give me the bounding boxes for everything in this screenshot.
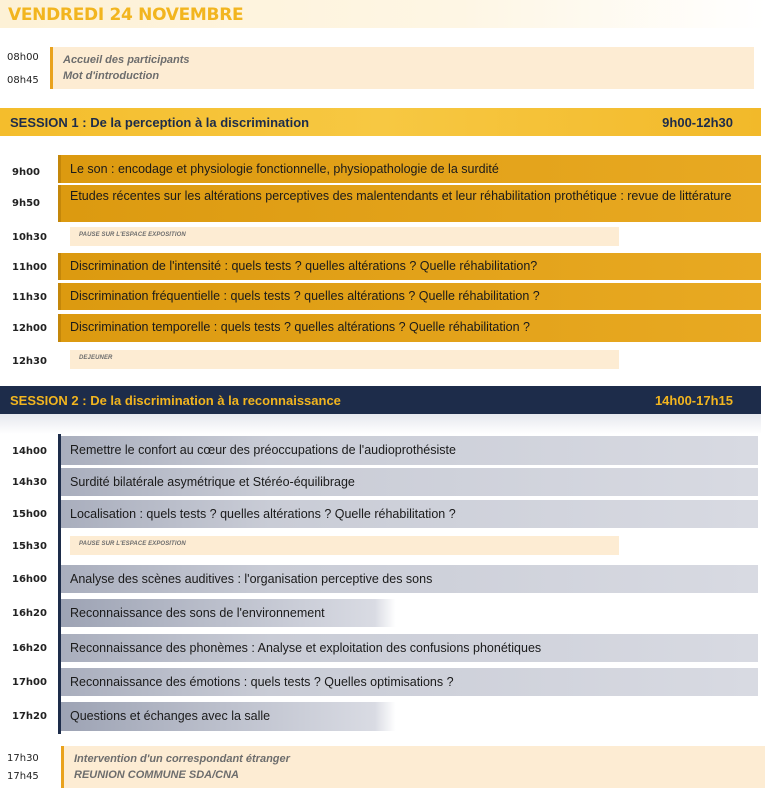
item-text: Reconnaissance des phonèmes : Analyse et exploitation des confusions phonétiques	[70, 641, 542, 655]
session1-item	[58, 283, 761, 310]
intro-box	[50, 47, 754, 89]
session2-item	[58, 468, 758, 496]
intro-line: Accueil des participants	[63, 54, 190, 66]
time-label: 08h45	[7, 75, 39, 86]
time-label: 11h30	[12, 292, 47, 303]
session1-item	[58, 253, 761, 280]
session2-shadow	[0, 414, 761, 434]
intro-line: Mot d'introduction	[63, 70, 160, 82]
time-label: 17h30	[7, 753, 39, 764]
time-label: 16h20	[12, 643, 47, 654]
time-label: 11h00	[12, 262, 47, 273]
item-text: Reconnaissance des sons de l'environnement	[70, 606, 325, 620]
outro-line: Intervention d'un correspondant étranger	[74, 753, 290, 765]
pause-box	[70, 227, 619, 246]
item-text: Analyse des scènes auditives : l'organisation perceptive des sons	[70, 572, 433, 586]
session1-item	[58, 185, 761, 222]
day-title: VENDREDI 24 NOVEMBRE	[8, 5, 244, 25]
time-label: 14h30	[12, 477, 47, 488]
session2-item	[58, 436, 758, 465]
item-text: Surdité bilatérale asymétrique et Stéréo-équilibrage	[70, 475, 355, 489]
time-label: 14h00	[12, 446, 47, 457]
pause-box	[70, 536, 619, 555]
item-text: Reconnaissance des émotions : quels tests ? Quelles optimisations ?	[70, 675, 454, 689]
item-text: Etudes récentes sur les altérations perceptives des malentendants et leur réhabilitation prothétique : revue de littérature	[70, 189, 732, 203]
item-text: Discrimination fréquentielle : quels tests ? quelles altérations ? Quelle réhabilitation ?	[70, 289, 540, 303]
item-text: Remettre le confort au cœur des préoccupations de l'audioprothésiste	[70, 443, 456, 457]
session1-item	[58, 314, 761, 342]
pause-box	[70, 350, 619, 369]
item-text: Discrimination temporelle : quels tests ? quelles altérations ? Quelle réhabilitation ?	[70, 320, 530, 334]
item-text: Le son : encodage et physiologie fonctionnelle, physiopathologie de la surdité	[70, 162, 499, 176]
session2-item	[58, 634, 758, 662]
session1-item	[58, 155, 761, 183]
time-label: 15h30	[12, 541, 47, 552]
pause-text: DEJEUNER	[79, 355, 113, 361]
time-label: 16h00	[12, 574, 47, 585]
session1-time: 9h00-12h30	[662, 115, 733, 130]
session2-item	[58, 668, 758, 696]
session2-item	[58, 599, 758, 627]
time-label: 17h00	[12, 677, 47, 688]
time-label: 16h20	[12, 608, 47, 619]
session1-title: SESSION 1 : De la perception à la discrimination	[10, 115, 310, 130]
pause-text: PAUSE SUR L'ESPACE EXPOSITION	[79, 541, 186, 547]
session1-header	[0, 108, 761, 136]
item-text: Discrimination de l'intensité : quels tests ? quelles altérations ? Quelle réhabilitation?	[70, 259, 538, 273]
time-label: 08h00	[7, 52, 39, 63]
time-label: 9h50	[12, 198, 40, 209]
pause-text: PAUSE SUR L'ESPACE EXPOSITION	[79, 232, 186, 238]
session2-header	[0, 386, 761, 414]
time-label: 17h45	[7, 771, 39, 782]
session2-item	[58, 702, 758, 731]
item-text: Localisation : quels tests ? quelles altérations ? Quelle réhabilitation ?	[70, 507, 456, 521]
time-label: 9h00	[12, 167, 40, 178]
outro-line: REUNION COMMUNE SDA/CNA	[74, 769, 239, 781]
session2-item	[58, 565, 758, 593]
time-label: 15h00	[12, 509, 47, 520]
time-label: 12h30	[12, 356, 47, 367]
session2-title: SESSION 2 : De la discrimination à la reconnaissance	[10, 393, 341, 408]
time-label: 12h00	[12, 323, 47, 334]
time-label: 10h30	[12, 232, 47, 243]
item-text: Questions et échanges avec la salle	[70, 709, 271, 723]
outro-box	[61, 746, 765, 788]
session2-item	[58, 500, 758, 528]
time-label: 17h20	[12, 711, 47, 722]
session2-time: 14h00-17h15	[654, 393, 733, 408]
